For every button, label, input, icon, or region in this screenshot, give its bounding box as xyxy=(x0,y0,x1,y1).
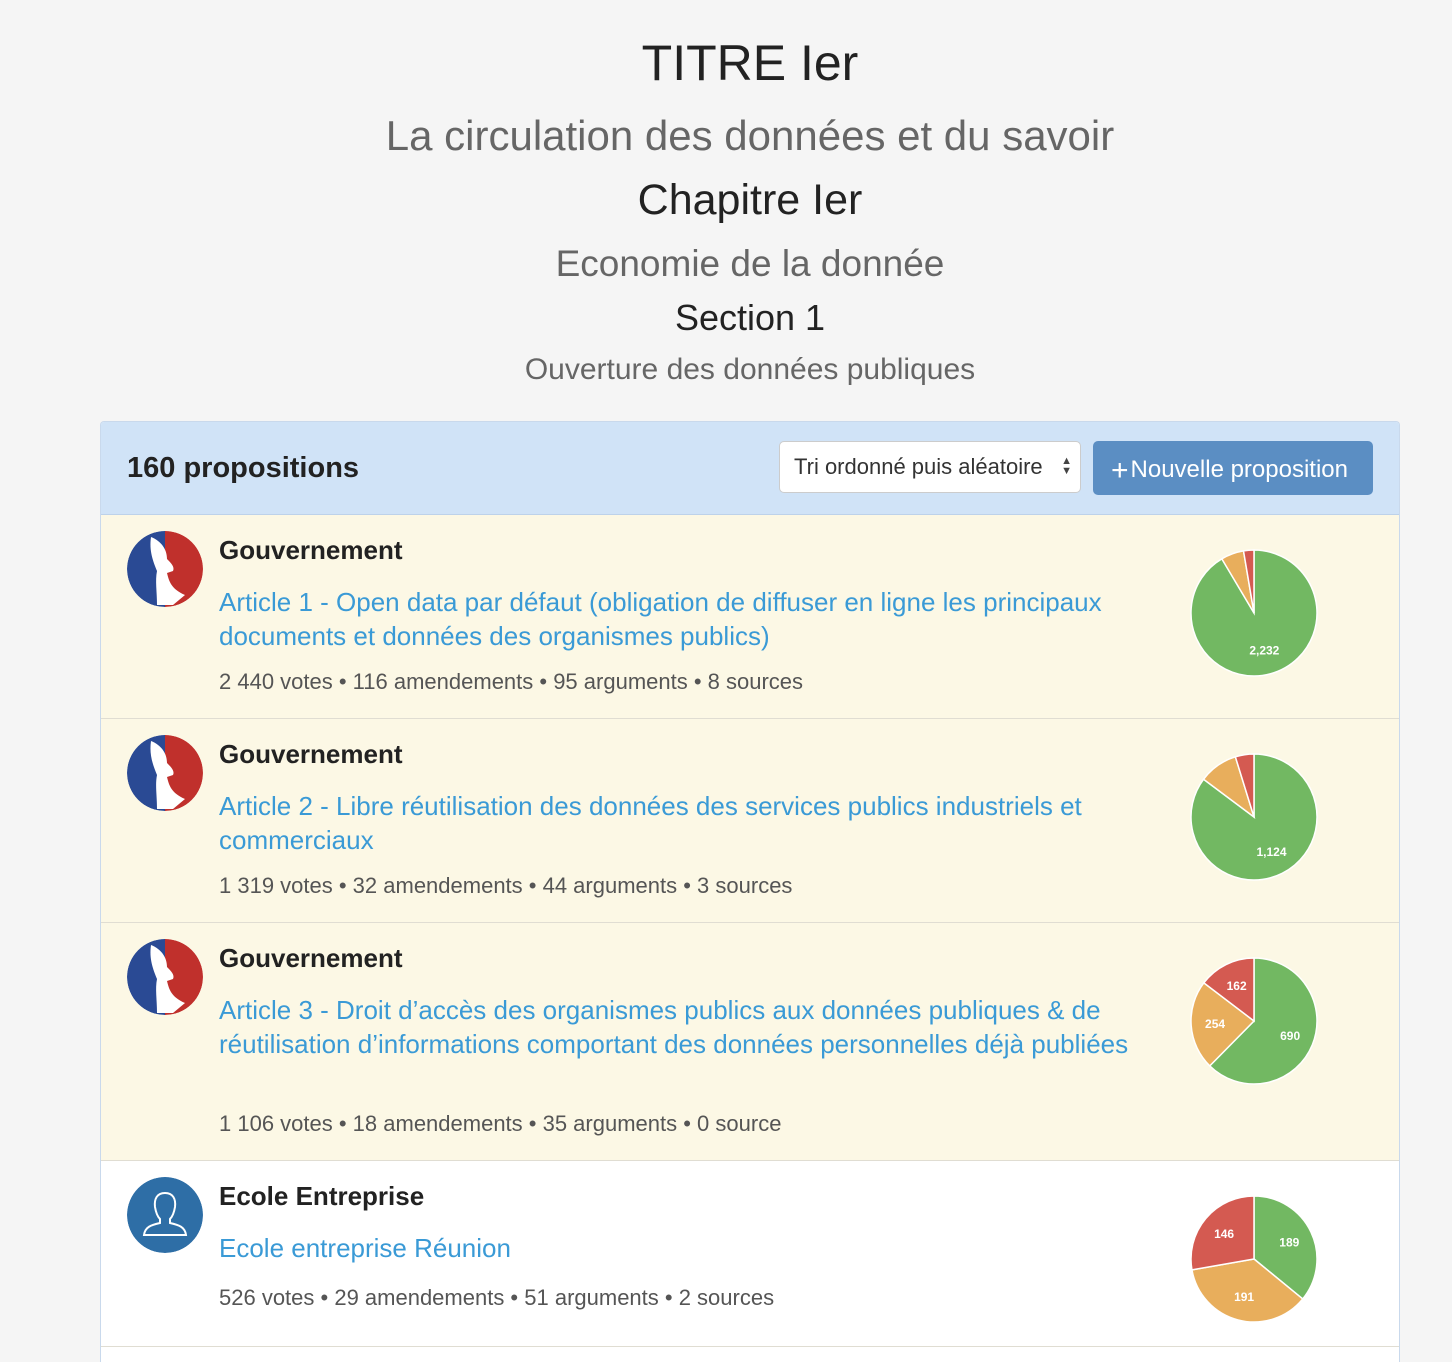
user-silhouette-icon[interactable] xyxy=(127,1177,203,1253)
proposition-meta: 1 106 votes • 18 amendements • 35 arguments • 0 source xyxy=(219,1111,782,1136)
proposition-title-link[interactable]: Ecole entreprise Réunion xyxy=(219,1233,511,1263)
pie-label-mitigated: 254 xyxy=(1205,1016,1226,1031)
new-proposition-label: Nouvelle proposition xyxy=(1130,456,1348,483)
section-subtitle: Ouverture des données publiques xyxy=(524,353,976,386)
proposition-item xyxy=(101,515,1399,719)
proposition-item xyxy=(101,719,1399,923)
pie-label-against: 162 xyxy=(1226,979,1247,994)
marianne-icon[interactable] xyxy=(127,735,203,811)
plus-icon: + xyxy=(1111,454,1129,487)
sort-select[interactable] xyxy=(779,441,1081,493)
sort-select-value: Tri ordonné puis aléatoire xyxy=(794,454,1043,479)
pie-label-for: 1,124 xyxy=(1256,844,1287,859)
votes-pie-chart xyxy=(1189,752,1319,882)
proposition-title-link[interactable]: Article 3 - Droit d’accès des organismes publics aux données publiques & de réutilisation d’informations comportant des données personnelles déjà publiées xyxy=(219,995,1129,1059)
votes-pie-chart xyxy=(1189,548,1319,678)
propositions-panel xyxy=(100,421,1400,1362)
proposition-title-link[interactable]: Article 1 - Open data par défaut (obligation de diffuser en ligne les principaux documents et données des organismes publics) xyxy=(219,587,1102,651)
marianne-icon[interactable] xyxy=(127,531,203,607)
section-title: Section 1 xyxy=(674,297,826,338)
pie-label-for: 690 xyxy=(1280,1028,1301,1043)
pie-label-mitigated: 191 xyxy=(1234,1289,1255,1304)
pie-label-for: 189 xyxy=(1279,1235,1300,1250)
select-arrows-icon: ▲ ▼ xyxy=(1061,455,1072,477)
proposition-author: Gouvernement xyxy=(219,739,403,769)
marianne-icon[interactable] xyxy=(127,939,203,1015)
votes-pie-chart xyxy=(1189,1194,1319,1324)
votes-pie-chart xyxy=(1189,956,1319,1086)
titre-subtitle: La circulation des données et du savoir xyxy=(385,112,1115,159)
proposition-meta: 2 440 votes • 116 amendements • 95 arguments • 8 sources xyxy=(219,669,804,694)
proposition-author: Ecole Entreprise xyxy=(219,1181,425,1211)
chapitre-title: Chapitre Ier xyxy=(637,176,863,224)
titre-title: TITRE Ier xyxy=(641,35,859,91)
pie-label-for: 2,232 xyxy=(1249,643,1280,658)
new-proposition-button[interactable] xyxy=(1093,441,1373,495)
chapitre-subtitle: Economie de la donnée xyxy=(555,243,945,284)
proposition-meta: 526 votes • 29 amendements • 51 arguments • 2 sources xyxy=(219,1285,775,1310)
proposition-item xyxy=(101,1161,1399,1347)
proposition-author: Gouvernement xyxy=(219,943,403,973)
proposition-title-link[interactable]: Article 2 - Libre réutilisation des données des services publics industriels et commerciaux xyxy=(219,791,1082,855)
proposition-author: Gouvernement xyxy=(219,535,403,565)
panel-header xyxy=(101,422,1399,515)
propositions-count: 160 propositions xyxy=(127,452,360,484)
pie-label-against: 146 xyxy=(1214,1226,1235,1241)
proposition-meta: 1 319 votes • 32 amendements • 44 arguments • 3 sources xyxy=(219,873,793,898)
proposition-item xyxy=(101,923,1399,1161)
